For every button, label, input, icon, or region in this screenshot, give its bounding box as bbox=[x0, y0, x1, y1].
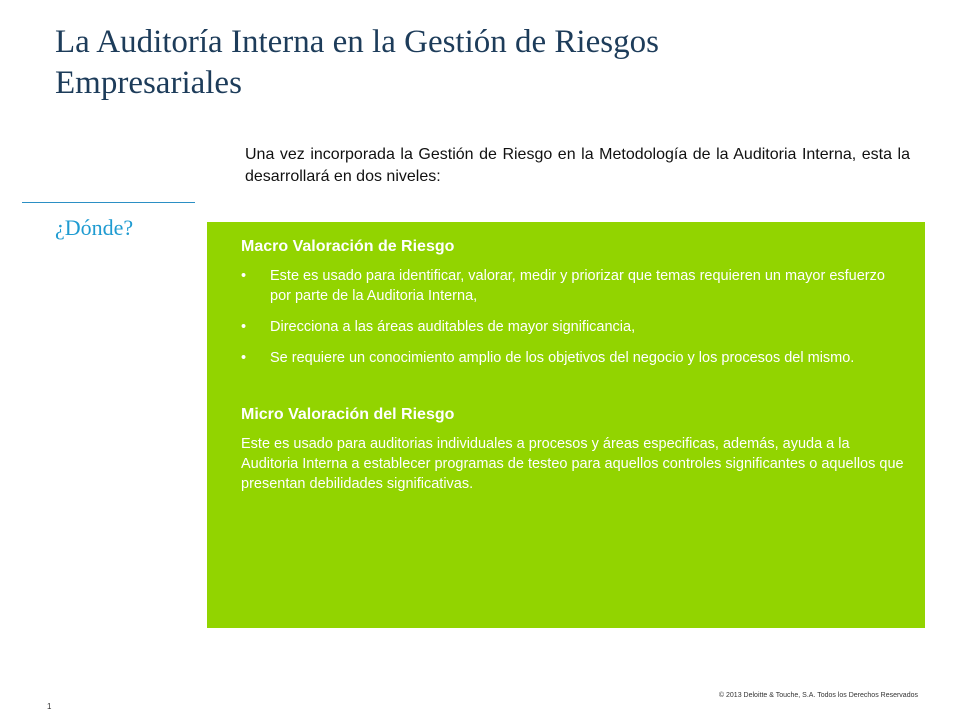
macro-bullet: • Este es usado para identificar, valorar, medir y priorizar que temas requieren un mayor esfuerzo por parte de la Auditoria Interna, bbox=[241, 266, 906, 306]
slide-title bbox=[55, 22, 935, 104]
macro-bullet-list bbox=[241, 266, 906, 368]
macro-bullet: • Direcciona a las áreas auditables de mayor significancia, bbox=[241, 317, 906, 337]
content-box-inner bbox=[241, 236, 906, 494]
section-divider bbox=[22, 202, 195, 203]
title-line-1: La Auditoría Interna en la Gestión de Riesgos bbox=[55, 24, 659, 60]
micro-heading: Micro Valoración del Riesgo bbox=[241, 406, 455, 423]
micro-description: Este es usado para auditorias individuales a procesos y áreas especificas, además, ayuda a la Auditoria Interna a establecer programas de testeo para aquellos controles significantes o aquellos que presentan debilidades significativas. bbox=[241, 436, 904, 492]
intro-paragraph: Una vez incorporada la Gestión de Riesgo en la Metodología de la Auditoria Interna, esta la desarrollará en dos niveles: bbox=[245, 146, 910, 185]
section-label: ¿Dónde? bbox=[55, 215, 134, 240]
content-box bbox=[207, 222, 925, 628]
macro-bullet: • Se requiere un conocimiento amplio de los objetivos del negocio y los procesos del mismo. bbox=[241, 348, 906, 368]
page-number: 1 bbox=[47, 702, 52, 711]
title-line-2: Empresariales bbox=[55, 65, 242, 101]
copyright-notice: © 2013 Deloitte & Touche, S.A. Todos los Derechos Reservados bbox=[718, 692, 918, 699]
macro-heading: Macro Valoración de Riesgo bbox=[241, 238, 455, 255]
